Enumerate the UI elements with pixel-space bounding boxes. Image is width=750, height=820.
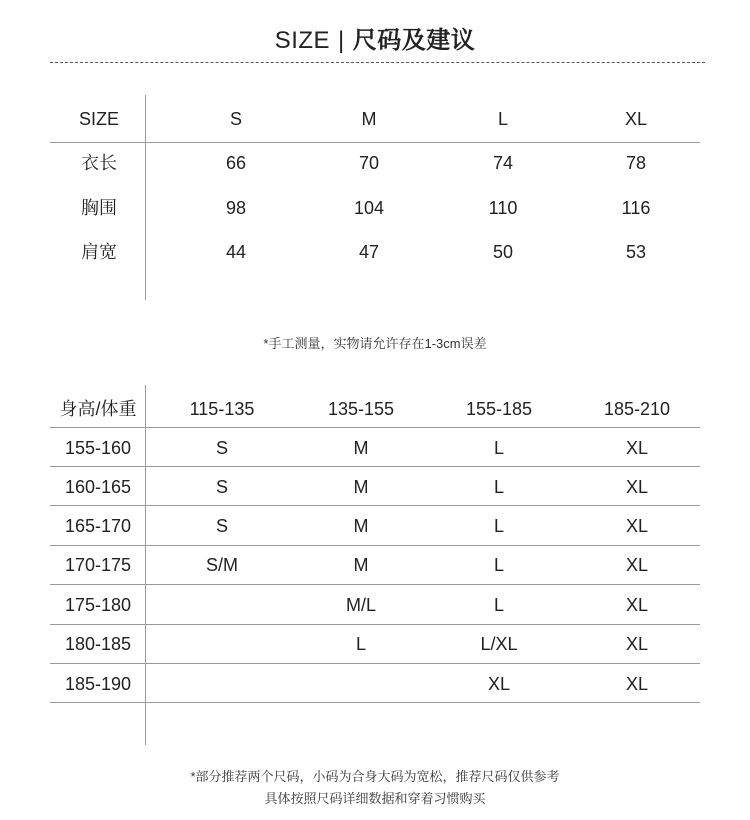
table-cell: [311, 665, 411, 703]
table-cell: M: [353, 438, 369, 458]
table-cell: 66: [225, 153, 247, 173]
table-cell: XL: [625, 634, 649, 654]
header-cell: 155-185: [465, 399, 533, 419]
table-cell: L: [355, 634, 366, 654]
table-row: [50, 148, 700, 178]
table-cell: 78: [625, 153, 647, 173]
header-cell: S: [229, 109, 242, 129]
header-cell: M: [361, 109, 377, 129]
table-cell: M/L: [345, 595, 376, 615]
table-cell: XL: [625, 516, 649, 536]
table-row: [50, 546, 700, 584]
table-cell: 44: [225, 242, 247, 262]
size-table-header-rule: [50, 142, 700, 143]
row-label: 185-190: [64, 674, 132, 694]
table-cell: S/M: [205, 555, 238, 575]
table-cell: 98: [225, 198, 247, 218]
table-cell: 47: [358, 242, 380, 262]
table-cell: 116: [621, 198, 651, 218]
table-cell: S: [215, 438, 228, 458]
table-cell: [172, 625, 272, 663]
table-cell: XL: [487, 674, 511, 694]
row-label: 衣长: [81, 153, 117, 173]
table-cell: XL: [625, 477, 649, 497]
recommend-note: [0, 766, 750, 810]
recommend-note-line1: *部分推荐两个尺码，小码为合身大码为宽松，推荐尺码仅供参考: [190, 769, 560, 784]
table-cell: L: [493, 438, 504, 458]
table-cell: 74: [492, 153, 514, 173]
row-label: 165-170: [64, 516, 132, 536]
table-row: [50, 665, 700, 703]
recommend-table: [50, 385, 700, 745]
size-table-header: [50, 104, 700, 134]
table-row: [50, 625, 700, 663]
table-cell: 50: [492, 242, 514, 262]
table-cell: [172, 586, 272, 624]
table-cell: L: [493, 477, 504, 497]
row-label: 170-175: [64, 555, 132, 575]
table-cell: S: [215, 516, 228, 536]
table-row: [50, 468, 700, 506]
row-label: 175-180: [64, 595, 132, 615]
header-cell: 115-135: [189, 399, 255, 419]
table-cell: 53: [625, 242, 647, 262]
table-cell: 104: [353, 198, 385, 218]
row-label: 180-185: [64, 634, 132, 654]
row-label: 肩宽: [81, 242, 117, 262]
title-divider: [50, 62, 705, 63]
recommend-note-line2: 具体按照尺码详细数据和穿着习惯购买: [264, 791, 486, 806]
row-label: 胸围: [81, 198, 117, 218]
row-label: 155-160: [64, 438, 132, 458]
table-cell: L: [493, 555, 504, 575]
title-cn: 尺码及建议: [352, 27, 476, 54]
table-cell: XL: [625, 438, 649, 458]
header-cell: XL: [624, 109, 648, 129]
recommend-table-header: [50, 390, 700, 428]
table-cell: S: [215, 477, 228, 497]
measure-note: *手工测量，实物请允许存在1-3cm误差: [263, 336, 487, 351]
table-row: [50, 237, 700, 267]
table-cell: L: [493, 516, 504, 536]
title-en: SIZE: [274, 27, 331, 54]
table-cell: L: [493, 595, 504, 615]
table-cell: M: [353, 516, 369, 536]
table-cell: [172, 665, 272, 703]
table-cell: 110: [488, 198, 518, 218]
row-rule: [50, 663, 700, 664]
row-label: 160-165: [64, 477, 132, 497]
table-row: [50, 429, 700, 467]
header-cell: 身高/体重: [59, 399, 137, 419]
header-cell: SIZE: [78, 109, 119, 129]
header-cell: 185-210: [603, 399, 671, 419]
table-cell: XL: [625, 555, 649, 575]
table-row: [50, 507, 700, 545]
table-row: [50, 193, 700, 223]
header-cell: 135-155: [327, 399, 395, 419]
table-cell: XL: [625, 595, 649, 615]
row-rule: [50, 584, 700, 585]
header-cell: L: [497, 109, 508, 129]
table-cell: XL: [625, 674, 649, 694]
table-cell: 70: [358, 153, 380, 173]
table-row: [50, 586, 700, 624]
page-title: [0, 20, 750, 55]
table-cell: M: [353, 477, 369, 497]
table-cell: L/XL: [480, 634, 518, 654]
table-cell: M: [353, 555, 369, 575]
size-table: [50, 95, 700, 300]
title-separator: |: [338, 27, 345, 54]
